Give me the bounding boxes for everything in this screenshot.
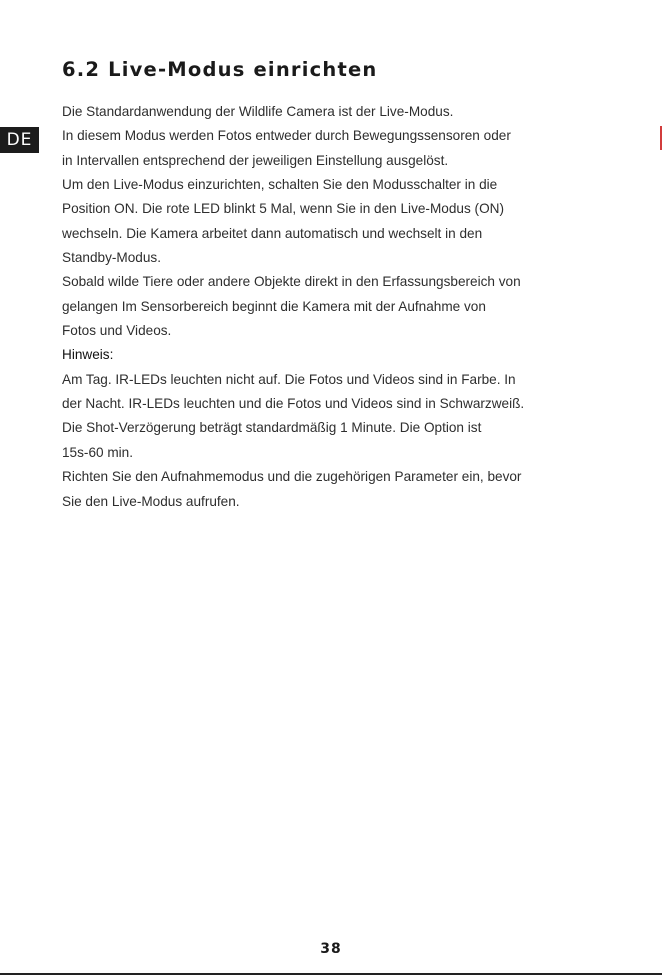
body-line: Um den Live-Modus einzurichten, schalten Sie den Modusschalter in die (62, 177, 498, 193)
note-line: Richten Sie den Aufnahmemodus und die zugehörigen Parameter ein, bevor (62, 469, 522, 485)
body-line: Position ON. Die rote LED blinkt 5 Mal, wenn Sie in den Live-Modus (ON) (62, 201, 504, 217)
bottom-rule (0, 973, 662, 975)
section-title: 6.2 Live-Modus einrichten (62, 58, 378, 81)
body-line: in Intervallen entsprechend der jeweiligen Einstellung ausgelöst. (62, 152, 449, 168)
language-tab: DE (0, 127, 39, 153)
body-line: Die Standardanwendung der Wildlife Camera ist der Live-Modus. (62, 104, 454, 119)
body-line: Fotos und Videos. (62, 323, 172, 339)
note-line: Am Tag. IR-LEDs leuchten nicht auf. Die Fotos und Videos sind in Farbe. In (62, 371, 516, 387)
body-text (62, 100, 622, 514)
body-line: Sobald wilde Tiere oder andere Objekte direkt in den Erfassungsbereich von (62, 274, 521, 290)
body-line: Standby-Modus. (62, 250, 161, 266)
note-line: 15s-60 min. (62, 444, 134, 460)
body-line: gelangen Im Sensorbereich beginnt die Kamera mit der Aufnahme von (62, 298, 486, 314)
body-line: In diesem Modus werden Fotos entweder durch Bewegungssensoren oder (62, 128, 511, 144)
page-number: 38 (320, 941, 342, 957)
note-line: Die Shot-Verzögerung beträgt standardmäßig 1 Minute. Die Option ist (62, 420, 482, 436)
note-title: Hinweis: (62, 347, 114, 363)
note-line: Sie den Live-Modus aufrufen. (62, 493, 240, 509)
note-line: der Nacht. IR-LEDs leuchten und die Fotos und Videos sind in Schwarzweiß. (62, 396, 525, 412)
body-line: wechseln. Die Kamera arbeitet dann automatisch und wechselt in den (62, 225, 483, 241)
